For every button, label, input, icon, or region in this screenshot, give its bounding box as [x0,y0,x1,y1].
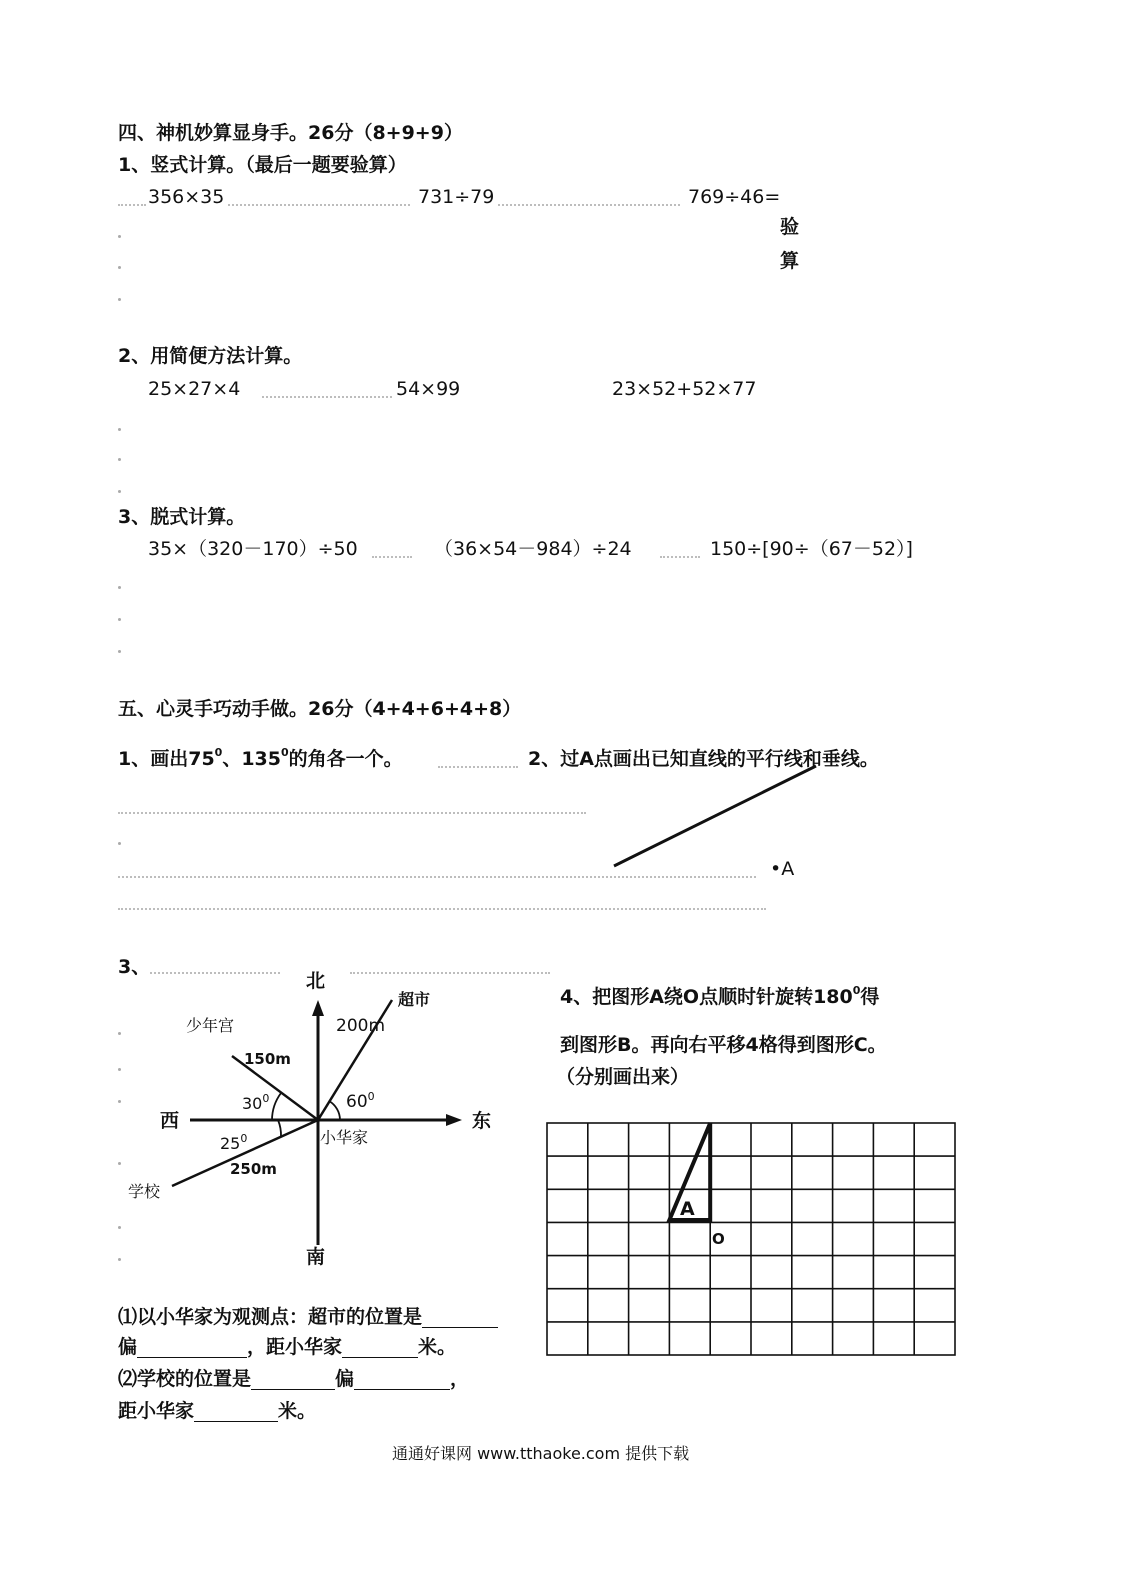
label-supermarket: 超市 [398,990,431,1009]
margin-dot [118,266,121,269]
dot-leader [438,766,518,768]
q2-heading: 2、用简便方法计算。 [118,345,303,367]
margin-dot [118,298,121,301]
grid-lines [547,1123,955,1355]
s5-q3-number: 3、 [118,956,151,978]
margin-dot [118,490,121,493]
footer-text: 通通好课网 www.tthaoke.com 提供下载 [392,1444,690,1463]
pivot-o-label: O [712,1230,725,1248]
angle-ne-value: 60 [346,1092,368,1112]
label-palace-dist: 150m [244,1050,291,1068]
q2-item-2: 54×99 [396,378,461,400]
blank1-text-a: ⑴以小华家为观测点：超市的位置是 [118,1306,423,1328]
dot-leader [262,396,392,398]
angle-arc-ne [329,1101,340,1120]
s5-q1-text [118,746,403,770]
check-label-2: 算 [780,250,800,272]
degree-sup: 0 [240,1132,248,1145]
dot-line [118,908,766,910]
label-west: 西 [160,1110,180,1132]
label-east: 东 [472,1110,492,1132]
q2-item-1: 25×27×4 [148,378,241,400]
blank1-text-end: 米。 [418,1336,457,1358]
blank2-text-end: ， [450,1368,470,1390]
q3-item-2: （36×54－984）÷24 [434,538,632,560]
blank1-text-mid: ，距小华家 [247,1336,343,1358]
q3-item-1: 35×（320－170）÷50 [148,538,358,560]
answer-blank-angle-2[interactable] [354,1370,450,1390]
degree-sup: 0 [262,1092,270,1105]
angle-nw-value: 30 [242,1094,263,1113]
dot-leader [118,204,146,206]
degree-sup: 0 [214,746,223,759]
s5-q2-text: 2、过A点画出已知直线的平行线和垂线。 [528,748,879,770]
east-arrowhead [446,1114,462,1126]
margin-dot [118,842,121,845]
label-home: 小华家 [320,1128,369,1147]
label-school: 学校 [128,1182,161,1201]
degree-sup: 0 [852,984,861,997]
q4-line1 [560,984,880,1008]
q1-item-1: 356×35 [148,186,225,208]
label-south: 南 [306,1246,326,1268]
s5-q1-mid: 、135 [222,748,281,770]
dot-leader [498,204,680,206]
q4-line1-post: 得 [860,986,880,1008]
blank2-text-b-end: 米。 [278,1400,317,1422]
label-palace: 少年宫 [186,1016,235,1035]
answer-blank-direction-2[interactable] [251,1370,335,1390]
label-angle-sw [220,1132,248,1153]
q4-line2: 到图形B。再向右平移4格得到图形C。 [560,1034,887,1056]
q4-line3: （分别画出来） [556,1066,690,1088]
dot-line [118,812,586,814]
q1-heading: 1、竖式计算。（最后一题要验算） [118,154,407,176]
label-supermarket-dist: 200m [336,1016,386,1036]
blank2-line-a [118,1370,469,1390]
answer-blank-direction[interactable] [422,1308,498,1328]
dot-leader [660,556,700,558]
dot-leader [228,204,410,206]
angle-arc-nw [272,1093,281,1120]
blank1-text-pre: 偏 [118,1336,138,1358]
blank2-text-a: ⑵学校的位置是 [118,1368,252,1390]
angle-sw-value: 25 [220,1134,241,1153]
s5-q1-suffix: 的角各一个。 [288,748,403,770]
blank2-text-b: 距小华家 [118,1400,195,1422]
margin-dot [118,586,121,589]
q3-item-3: 150÷[90÷（67－52）] [710,538,913,560]
given-line-segment [614,766,816,866]
rotation-grid[interactable] [546,1122,958,1358]
point-a-label: •A [770,858,795,880]
answer-blank-angle[interactable] [137,1338,247,1358]
label-north: 北 [306,970,326,992]
figure-a-label: A [680,1198,695,1220]
margin-dot [118,458,121,461]
angle-arc-sw [278,1120,281,1137]
given-line [600,760,830,880]
s5-q1-prefix: 1、画出75 [118,748,215,770]
check-label-1: 验 [780,216,800,238]
blank2-text-mid: 偏 [335,1368,355,1390]
north-arrowhead [312,1000,324,1016]
label-angle-nw [242,1092,270,1113]
section4-title: 四、神机妙算显身手。26分（8+9+9） [118,122,463,144]
label-angle-ne [346,1090,375,1112]
answer-blank-distance[interactable] [342,1338,418,1358]
answer-blank-distance-2[interactable] [194,1402,278,1422]
margin-dot [118,618,121,621]
label-school-dist: 250m [230,1160,277,1178]
q4-line1-pre: 4、把图形A绕O点顺时针旋转180 [560,986,853,1008]
degree-sup: 0 [367,1090,375,1103]
margin-dot [118,235,121,238]
q1-item-2: 731÷79 [418,186,495,208]
margin-dot [118,650,121,653]
blank1-line-a [118,1308,498,1328]
margin-dot [118,428,121,431]
q2-item-3: 23×52+52×77 [612,378,757,400]
q1-item-3: 769÷46= [688,186,781,208]
blank2-line-b [118,1402,316,1422]
degree-sup: 0 [281,746,289,759]
blank1-line-b [118,1338,456,1358]
dot-leader [372,556,412,558]
q3-heading: 3、脱式计算。 [118,506,246,528]
section5-title: 五、心灵手巧动手做。26分（4+4+6+4+8） [118,698,522,720]
